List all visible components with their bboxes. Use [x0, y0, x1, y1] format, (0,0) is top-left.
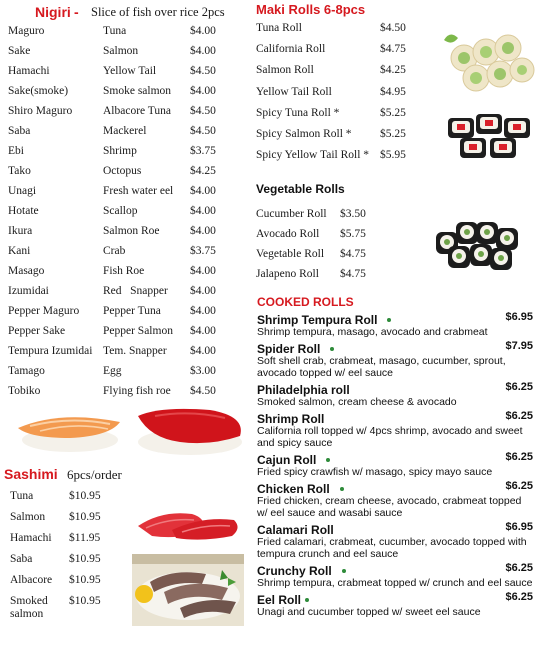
item-name: Tobiko [8, 385, 41, 397]
tuna-sashimi-image [132, 500, 244, 548]
item-name: Hotate [8, 205, 39, 217]
item-description: Fish Roe [103, 265, 145, 277]
item-name: Calamari Roll [257, 523, 334, 537]
item-name: Shrimp Roll [257, 412, 325, 426]
list-item [256, 248, 416, 268]
sashimi-photo-bottom [132, 554, 244, 626]
item-price: $10.95 [69, 595, 101, 607]
list-item [8, 265, 240, 285]
list-item [10, 511, 130, 532]
item-name: Maguro [8, 25, 45, 37]
sashimi-title: Sashimi [4, 466, 58, 482]
item-description: Crab [103, 245, 126, 257]
item-name: Cucumber Roll [256, 208, 327, 220]
item-price: $4.75 [340, 268, 366, 280]
item-name: Izumidai [8, 285, 49, 297]
item-price: $6.25 [505, 480, 533, 492]
item-name: Salmon Roll [256, 64, 314, 77]
item-name: Sake(smoke) [8, 85, 69, 97]
item-price: $5.95 [380, 149, 406, 162]
list-item [8, 285, 240, 305]
list-item [10, 532, 130, 553]
item-name: Unagi [8, 185, 37, 197]
item-name: Eel Roll [257, 593, 302, 607]
item-price: $4.50 [190, 105, 216, 117]
list-item [8, 305, 240, 325]
item-name: Tuna Roll [256, 22, 302, 34]
item-description: Egg [103, 365, 122, 377]
item-name: Smoked salmon [10, 595, 48, 620]
list-item [8, 165, 240, 185]
item-name: Ebi [8, 145, 24, 157]
nigiri-header [8, 4, 248, 20]
list-item [8, 65, 240, 85]
item-price: $4.50 [380, 22, 406, 34]
list-item [256, 43, 436, 64]
item-description: Salmon Roe [103, 225, 160, 237]
item-name: Crunchy Roll [257, 564, 332, 578]
nigiri-list [8, 25, 240, 405]
item-price: $7.95 [505, 340, 533, 352]
bullet-dot-icon [326, 458, 330, 462]
item-price: $4.95 [380, 85, 406, 98]
list-item [257, 451, 533, 478]
item-price: $6.25 [505, 381, 533, 393]
item-price: $6.25 [505, 451, 533, 463]
bullet-dot-icon [342, 569, 346, 573]
item-price: $4.00 [190, 265, 216, 277]
california-roll-photo [440, 18, 536, 102]
item-price: $5.25 [380, 106, 406, 119]
cooked-rolls-list [257, 311, 533, 620]
california-roll-image [440, 18, 536, 102]
item-description: Shrimp [103, 145, 137, 157]
item-price: $6.25 [505, 562, 533, 574]
item-price: $10.95 [69, 574, 101, 586]
item-name: Jalapeno Roll [256, 268, 319, 280]
list-item [257, 562, 533, 589]
list-item [256, 64, 436, 85]
list-item [256, 128, 436, 149]
list-item [8, 45, 240, 65]
list-item [8, 365, 240, 385]
item-price: $4.00 [190, 205, 216, 217]
item-description: Scallop [103, 205, 138, 217]
list-item [10, 553, 130, 574]
list-item [257, 311, 533, 338]
item-price: $3.75 [190, 145, 216, 157]
list-item [10, 595, 130, 623]
list-item [8, 325, 240, 345]
item-name: Pepper Maguro [8, 305, 80, 317]
item-price: $4.75 [340, 248, 366, 260]
item-name: Spicy Salmon Roll * [256, 127, 352, 140]
list-item [257, 521, 533, 560]
list-item [8, 145, 240, 165]
bullet-dot-icon [340, 487, 344, 491]
item-price: $5.25 [380, 127, 406, 140]
item-name: Hamachi [10, 532, 52, 544]
item-name: Salmon [10, 511, 46, 523]
item-name: California Roll [256, 43, 326, 56]
item-price: $6.25 [505, 591, 533, 603]
list-item [8, 205, 240, 225]
cooked-rolls-title: COOKED ROLLS [257, 295, 354, 309]
list-item [10, 574, 130, 595]
item-price: $4.00 [190, 185, 216, 197]
item-price: $10.95 [69, 490, 101, 502]
sashimi-photo-top [132, 500, 244, 548]
item-description: Smoked salmon, cream cheese & avocado [257, 396, 457, 408]
tuna-roll-photo [444, 108, 536, 164]
item-price: $4.00 [190, 345, 216, 357]
item-name: Masago [8, 265, 45, 277]
nigiri-photo [10, 402, 246, 458]
list-item [256, 208, 416, 228]
item-description: Soft shell crab, crabmeat, masago, cucumber, sprout, avocado topped w/ eel sauce [257, 355, 506, 379]
item-description: Smoke salmon [103, 85, 172, 97]
list-item [257, 591, 533, 618]
bullet-dot-icon [330, 347, 334, 351]
item-name: Yellow Tail Roll [256, 85, 332, 98]
item-price: $10.95 [69, 553, 101, 565]
item-description: Tem. Snapper [103, 345, 167, 357]
list-item [8, 225, 240, 245]
item-description: Albacore Tuna [103, 105, 172, 117]
item-description: Unagi and cucumber topped w/ sweet eel sauce [257, 606, 481, 618]
item-name: Albacore [10, 574, 53, 586]
item-name: Philadelphia roll [257, 383, 350, 397]
sashimi-list [10, 490, 130, 623]
item-price: $6.95 [505, 311, 533, 323]
item-price: $6.25 [505, 410, 533, 422]
item-description: Shrimp tempura, masago, avocado and crabmeat [257, 326, 488, 338]
item-price: $4.50 [190, 125, 216, 137]
item-description: Tuna [103, 25, 127, 37]
item-name: Ikura [8, 225, 33, 237]
item-price: $4.00 [190, 225, 216, 237]
list-item [256, 268, 416, 288]
item-name: Shrimp Tempura Roll [257, 313, 378, 327]
nigiri-dash: - [74, 4, 79, 20]
item-price: $4.00 [190, 285, 216, 297]
item-price: $4.00 [190, 25, 216, 37]
list-item [8, 185, 240, 205]
item-description: Fried spicy crawfish w/ masago, spicy mayo sauce [257, 466, 493, 478]
item-price: $3.75 [190, 245, 216, 257]
item-name: Tamago [8, 365, 45, 377]
item-description: Salmon [103, 45, 139, 57]
list-item [256, 228, 416, 248]
item-name: Tempura Izumidai [8, 345, 93, 357]
item-name: Sake [8, 45, 31, 57]
item-name: Saba [10, 553, 33, 565]
item-price: $4.00 [190, 325, 216, 337]
item-price: $5.75 [340, 228, 366, 240]
item-price: $3.00 [190, 365, 216, 377]
item-description: Flying fish roe [103, 385, 171, 397]
item-price: $4.00 [190, 305, 216, 317]
item-description: Mackerel [103, 125, 147, 137]
list-item [8, 125, 240, 145]
item-price: $11.95 [69, 532, 101, 544]
item-description: Shrimp tempura, crabmeat topped w/ crunch and eel sauce [257, 577, 533, 589]
item-description: Fried chicken, cream cheese, avocado, crabmeat topped w/ eel sauce and wasabi sauce [257, 495, 522, 519]
sashimi-subtitle: 6pcs/order [67, 467, 122, 482]
item-name: Shiro Maguro [8, 105, 73, 117]
item-price: $4.25 [190, 165, 216, 177]
item-price: $4.00 [190, 45, 216, 57]
item-price: $4.75 [380, 43, 406, 56]
list-item [8, 105, 240, 125]
item-price: $4.50 [190, 65, 216, 77]
item-price: $6.95 [505, 521, 533, 533]
item-name: Avocado Roll [256, 228, 320, 240]
item-description: Pepper Tuna [103, 305, 161, 317]
tuna-roll-image [444, 108, 536, 164]
item-name: Vegetable Roll [256, 248, 325, 260]
item-name: Spider Roll [257, 342, 321, 356]
list-item [10, 490, 130, 511]
item-description: Red Snapper [103, 285, 168, 297]
item-description: Pepper Salmon [103, 325, 173, 337]
item-name: Chicken Roll [257, 482, 330, 496]
item-description: Fresh water eel [103, 185, 174, 197]
maki-title: Maki Rolls 6-8pcs [256, 2, 366, 17]
vegetable-rolls-list [256, 208, 416, 288]
sashimi-platter-image [132, 554, 244, 626]
list-item [8, 85, 240, 105]
item-name: Spicy Yellow Tail Roll * [256, 149, 370, 162]
list-item [256, 22, 436, 43]
item-description: Fried calamari, crabmeat, cucumber, avocado topped with tempura crunch and eel sauce [257, 536, 527, 560]
item-name: Tuna [10, 490, 34, 502]
list-item [256, 107, 436, 128]
item-name: Hamachi [8, 65, 50, 77]
vegetable-rolls-title: Vegetable Rolls [256, 182, 345, 196]
nigiri-title: Nigiri [35, 4, 71, 20]
item-description: Yellow Tail [103, 65, 157, 77]
list-item [256, 86, 436, 107]
list-item [256, 149, 436, 170]
list-item [257, 381, 533, 408]
item-name: Kani [8, 245, 31, 257]
list-item [257, 340, 533, 379]
cucumber-roll-image [432, 218, 522, 272]
nigiri-subtitle: Slice of fish over rice 2pcs [91, 5, 225, 19]
item-name: Spicy Tuna Roll * [256, 106, 340, 119]
item-price: $4.00 [190, 85, 216, 97]
bullet-dot-icon [305, 598, 309, 602]
bullet-dot-icon [387, 318, 391, 322]
maki-list [256, 22, 436, 170]
item-price: $3.50 [340, 208, 366, 220]
item-price: $10.95 [69, 511, 101, 523]
item-description: Octopus [103, 165, 142, 177]
list-item [8, 25, 240, 45]
list-item [8, 345, 240, 365]
item-description: California roll topped w/ 4pcs shrimp, avocado and sweet and spicy sauce [257, 425, 523, 449]
item-name: Pepper Sake [8, 325, 66, 337]
cucumber-roll-photo [432, 218, 522, 272]
list-item [257, 480, 533, 519]
nigiri-sushi-image [10, 402, 246, 458]
item-price: $4.50 [190, 385, 216, 397]
list-item [257, 410, 533, 449]
list-item [8, 245, 240, 265]
item-name: Saba [8, 125, 31, 137]
item-name: Cajun Roll [257, 453, 317, 467]
item-price: $4.25 [380, 64, 406, 77]
item-name: Tako [8, 165, 31, 177]
